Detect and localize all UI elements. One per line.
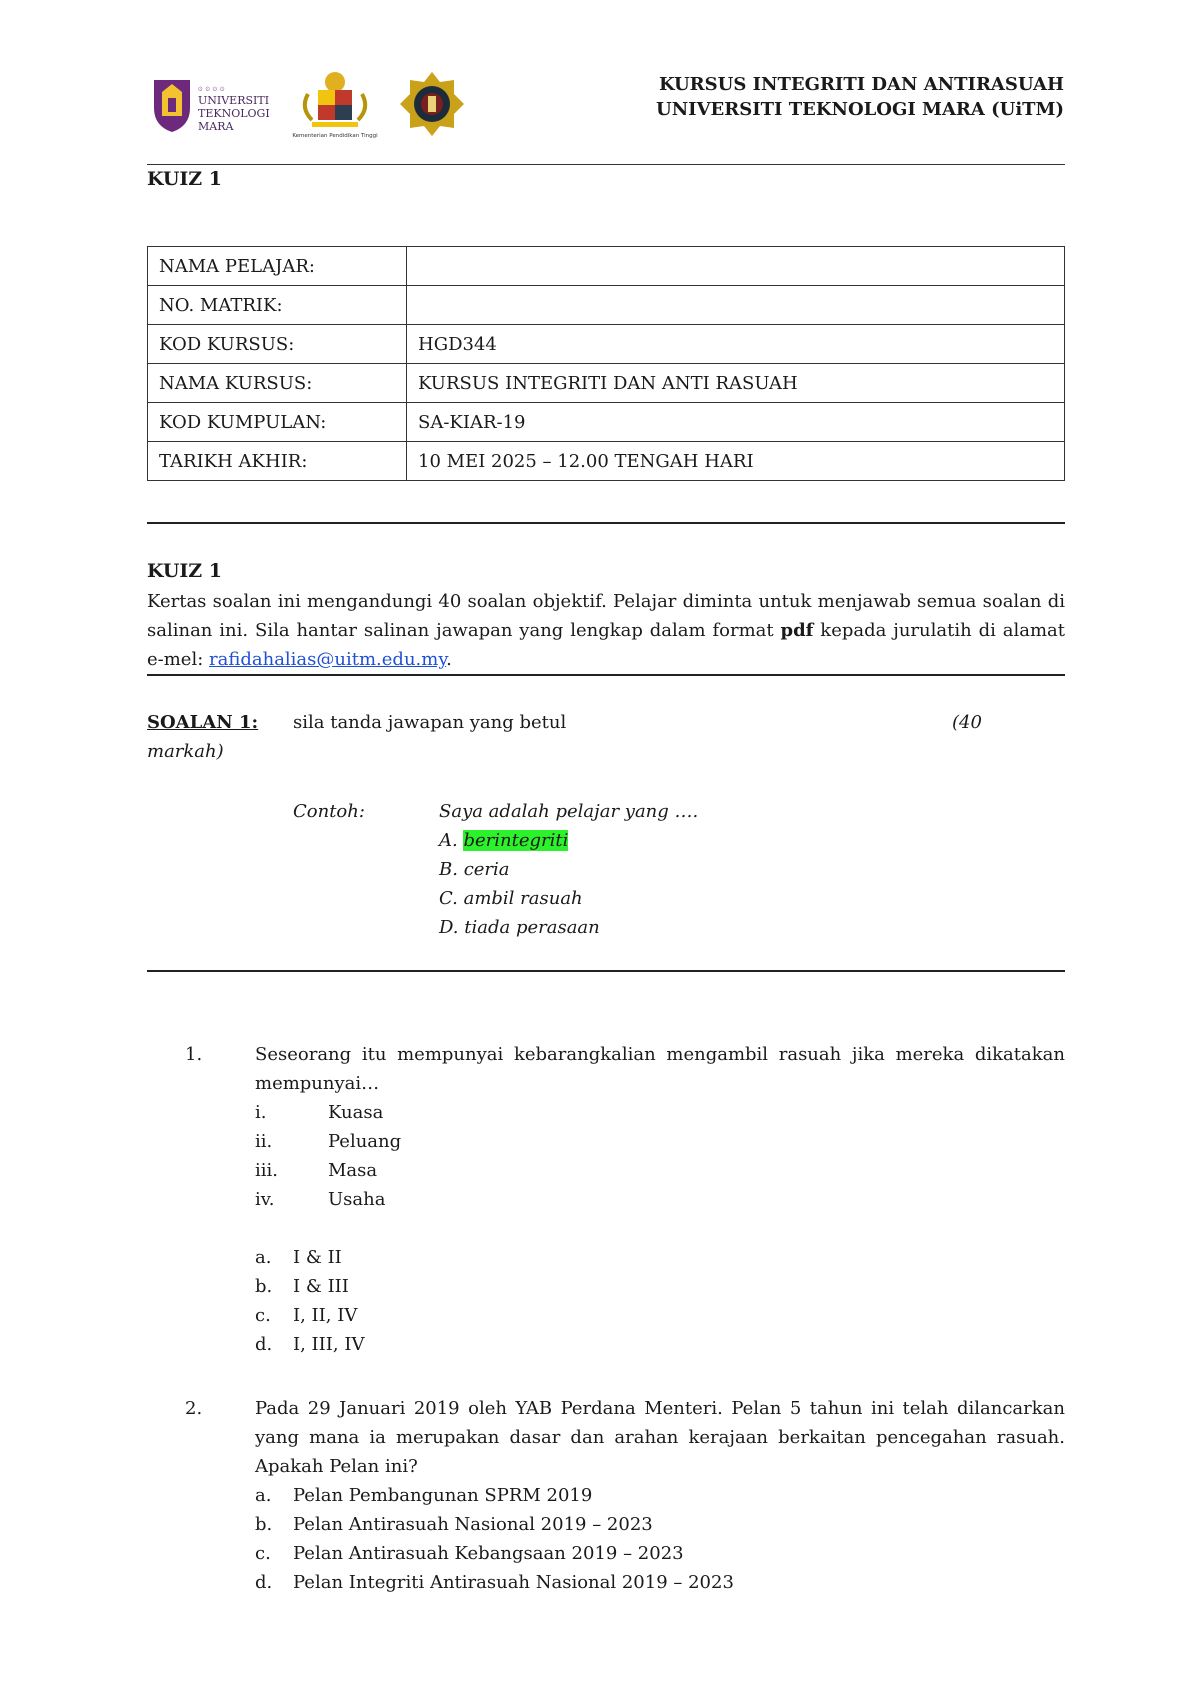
statement-item (255, 1185, 1065, 1214)
marks-line1: (40 (952, 712, 982, 733)
intro-text-2: kepada jurulatih di alamat e-mel: (147, 620, 1065, 670)
answer-option[interactable] (255, 1243, 1065, 1272)
info-value[interactable]: 10 MEI 2025 – 12.00 TENGAH HARI (407, 442, 1065, 481)
header-divider (147, 164, 1065, 165)
answer-option[interactable] (255, 1481, 1065, 1510)
info-row (148, 325, 1065, 364)
example-option-prefix: C. (439, 888, 458, 909)
intro-divider (147, 674, 1065, 676)
section-title: KUIZ 1 (147, 560, 222, 582)
statement-text: Peluang (328, 1131, 402, 1152)
statement-text: Masa (328, 1160, 378, 1181)
statement-key: iii. (255, 1160, 278, 1181)
answer-option[interactable] (255, 1301, 1065, 1330)
example-option-prefix: D. (439, 917, 459, 938)
answer-key: c. (255, 1543, 271, 1564)
email-link[interactable]: rafidahalias@uitm.edu.my (209, 649, 447, 670)
statement-text: Kuasa (328, 1102, 384, 1123)
answer-key: a. (255, 1247, 272, 1268)
question-block-header (147, 708, 1065, 762)
answer-key: b. (255, 1276, 273, 1297)
question-block-instruction: sila tanda jawapan yang betul (293, 712, 567, 733)
question-stem: Seseorang itu mempunyai kebarangkalian mengambil rasuah jika mereka dikatakan mempunyai… (255, 1044, 1065, 1094)
answer-text: Pelan Pembangunan SPRM 2019 (293, 1485, 593, 1506)
question-stem: Pada 29 Januari 2019 oleh YAB Perdana Menteri. Pelan 5 tahun ini telah dilancarkan yang mana ia merupakan dasar dan arahan kerajaan berkaitan pencegahan rasuah. Apakah Pelan ini? (255, 1398, 1065, 1477)
answer-option[interactable] (255, 1568, 1065, 1597)
intro-end: . (446, 649, 452, 670)
answer-option[interactable] (255, 1539, 1065, 1568)
example-divider (147, 970, 1065, 972)
info-value[interactable]: HGD344 (407, 325, 1065, 364)
info-label: NO. MATRIK: (148, 286, 407, 325)
header-title (656, 72, 1064, 122)
answer-option[interactable] (255, 1330, 1065, 1359)
info-value[interactable] (407, 286, 1065, 325)
page-label: KUIZ 1 (147, 168, 222, 190)
example-option (439, 826, 839, 855)
info-label: KOD KURSUS: (148, 325, 407, 364)
statement-key: iv. (255, 1189, 275, 1210)
answer-text: I & II (293, 1247, 342, 1268)
answer-text: Pelan Integriti Antirasuah Nasional 2019 – 2023 (293, 1572, 734, 1593)
example-body (439, 797, 839, 942)
sprm-emblem (398, 70, 466, 138)
intro-bold: pdf (780, 620, 814, 641)
question-content (255, 1040, 1065, 1359)
info-row (148, 364, 1065, 403)
example-option-prefix: A. (439, 830, 458, 851)
statement-item (255, 1098, 1065, 1127)
example-option-text: ceria (463, 859, 510, 880)
example-option-prefix: B. (439, 859, 458, 880)
header-logos (148, 72, 466, 139)
answer-key: d. (255, 1572, 273, 1593)
info-row (148, 247, 1065, 286)
info-value[interactable]: SA-KIAR-19 (407, 403, 1065, 442)
statement-item (255, 1127, 1065, 1156)
header-title-line1: KURSUS INTEGRITI DAN ANTIRASUAH (658, 74, 1064, 95)
answer-key: a. (255, 1485, 272, 1506)
example-stem: Saya adalah pelajar yang …. (439, 801, 699, 822)
statement-text: Usaha (328, 1189, 386, 1210)
intro-text-1: Kertas soalan ini mengandungi 40 soalan objektif. Pelajar diminta untuk menjawab semua soalan di salinan ini. Sila hantar salinan jawapan yang lengkap dalam format (147, 591, 1065, 641)
answer-text: I, III, IV (293, 1334, 365, 1355)
question-number: 1. (185, 1044, 203, 1065)
answer-text: I & III (293, 1276, 349, 1297)
info-row (148, 442, 1065, 481)
statement-key: ii. (255, 1131, 273, 1152)
question-number: 2. (185, 1398, 203, 1419)
uitm-logo (148, 72, 278, 136)
kpt-crest (290, 68, 380, 140)
svg-text:MARA: MARA (198, 120, 234, 133)
info-label: KOD KUMPULAN: (148, 403, 407, 442)
statement-item (255, 1156, 1065, 1185)
svg-text:UNIVERSITI: UNIVERSITI (198, 94, 270, 107)
info-label: TARIKH AKHIR: (148, 442, 407, 481)
answer-text: Pelan Antirasuah Kebangsaan 2019 – 2023 (293, 1543, 684, 1564)
info-value[interactable]: KURSUS INTEGRITI DAN ANTI RASUAH (407, 364, 1065, 403)
example-option-text: tiada perasaan (464, 917, 600, 938)
answer-text: Pelan Antirasuah Nasional 2019 – 2023 (293, 1514, 653, 1535)
info-label: NAMA PELAJAR: (148, 247, 407, 286)
example-option (439, 855, 839, 884)
info-value[interactable] (407, 247, 1065, 286)
svg-text:۞ ۞ ۞ ۞: ۞ ۞ ۞ ۞ (198, 83, 225, 92)
example-option-text: ambil rasuah (463, 888, 583, 909)
statement-key: i. (255, 1102, 267, 1123)
answer-key: b. (255, 1514, 273, 1535)
marks-line2: markah) (147, 741, 224, 762)
info-label: NAMA KURSUS: (148, 364, 407, 403)
answer-option[interactable] (255, 1272, 1065, 1301)
example-option-text: berintegriti (463, 830, 569, 851)
answer-text: I, II, IV (293, 1305, 358, 1326)
example-option (439, 884, 839, 913)
student-info-table (147, 246, 1065, 481)
answer-option[interactable] (255, 1510, 1065, 1539)
example-label: Contoh: (293, 801, 365, 822)
answer-key: d. (255, 1334, 273, 1355)
svg-text:TEKNOLOGI: TEKNOLOGI (198, 107, 270, 120)
question-block-label: SOALAN 1: (147, 712, 259, 733)
intro-paragraph (147, 587, 1065, 674)
svg-text:Kementerian Pendidikan Tinggi: Kementerian Pendidikan Tinggi (292, 133, 378, 139)
question-content (255, 1394, 1065, 1597)
answer-key: c. (255, 1305, 271, 1326)
info-row (148, 286, 1065, 325)
info-row (148, 403, 1065, 442)
example-option (439, 913, 839, 942)
section-divider (147, 522, 1065, 524)
header-title-line2: UNIVERSITI TEKNOLOGI MARA (UiTM) (656, 99, 1064, 120)
